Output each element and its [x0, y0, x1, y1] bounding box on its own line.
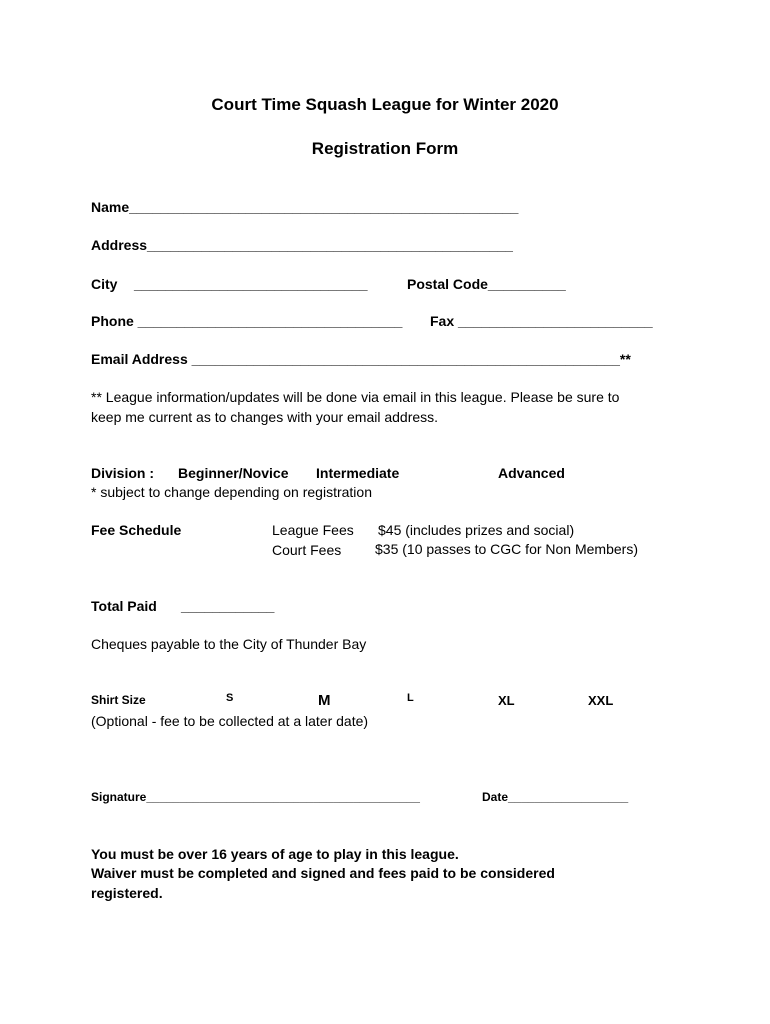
fax-field[interactable]: Fax _________________________	[430, 313, 653, 329]
city-label: City	[91, 276, 118, 292]
division-intermediate[interactable]: Intermediate	[316, 465, 400, 481]
postal-code-field[interactable]: Postal Code__________	[407, 276, 566, 292]
shirt-size-xl[interactable]: XL	[498, 693, 515, 708]
date-field[interactable]: Date__________________	[482, 790, 629, 804]
signature-field[interactable]: Signature_________________________________________	[91, 790, 420, 804]
division-label: Division :	[91, 465, 155, 481]
shirt-size-xxl[interactable]: XXL	[588, 693, 614, 708]
email-note-line1: ** League information/updates will be done via email in this league. Please be sure to	[91, 389, 620, 405]
shirt-size-label: Shirt Size	[91, 693, 146, 707]
city-field[interactable]: ______________________________	[134, 276, 368, 292]
shirt-size-l[interactable]: L	[407, 692, 414, 704]
league-fees-label: League Fees	[272, 522, 354, 538]
court-fees-value: $35 (10 passes to CGC for Non Members)	[375, 541, 638, 557]
form-title: Court Time Squash League for Winter 2020	[211, 95, 559, 114]
total-paid-label: Total Paid	[91, 598, 157, 614]
shirt-size-note: (Optional - fee to be collected at a later date)	[91, 713, 369, 729]
email-field[interactable]: Email Address _______________________________________________________**	[91, 351, 631, 367]
shirt-size-s[interactable]: S	[226, 692, 234, 704]
division-beginner[interactable]: Beginner/Novice	[178, 465, 289, 481]
shirt-size-m[interactable]: M	[318, 692, 331, 709]
email-note-line2: keep me current as to changes with your email address.	[91, 409, 439, 425]
form-subtitle: Registration Form	[311, 139, 459, 158]
total-paid-field[interactable]: ____________	[181, 598, 275, 614]
footer-waiver-line1: Waiver must be completed and signed and fees paid to be considered	[91, 865, 555, 881]
name-field[interactable]: Name__________________________________________________	[91, 199, 519, 215]
phone-field[interactable]: Phone __________________________________	[91, 313, 403, 329]
fee-schedule-label: Fee Schedule	[91, 522, 182, 538]
footer-waiver-line2: registered.	[91, 885, 163, 901]
address-field[interactable]: Address_______________________________________________	[91, 237, 513, 253]
footer-age-requirement: You must be over 16 years of age to play in this league.	[91, 846, 459, 862]
cheques-note: Cheques payable to the City of Thunder Bay	[91, 636, 367, 652]
division-note: * subject to change depending on registration	[91, 484, 372, 500]
league-fees-value: $45 (includes prizes and social)	[378, 522, 575, 538]
division-advanced[interactable]: Advanced	[498, 465, 565, 481]
court-fees-label: Court Fees	[272, 542, 342, 558]
